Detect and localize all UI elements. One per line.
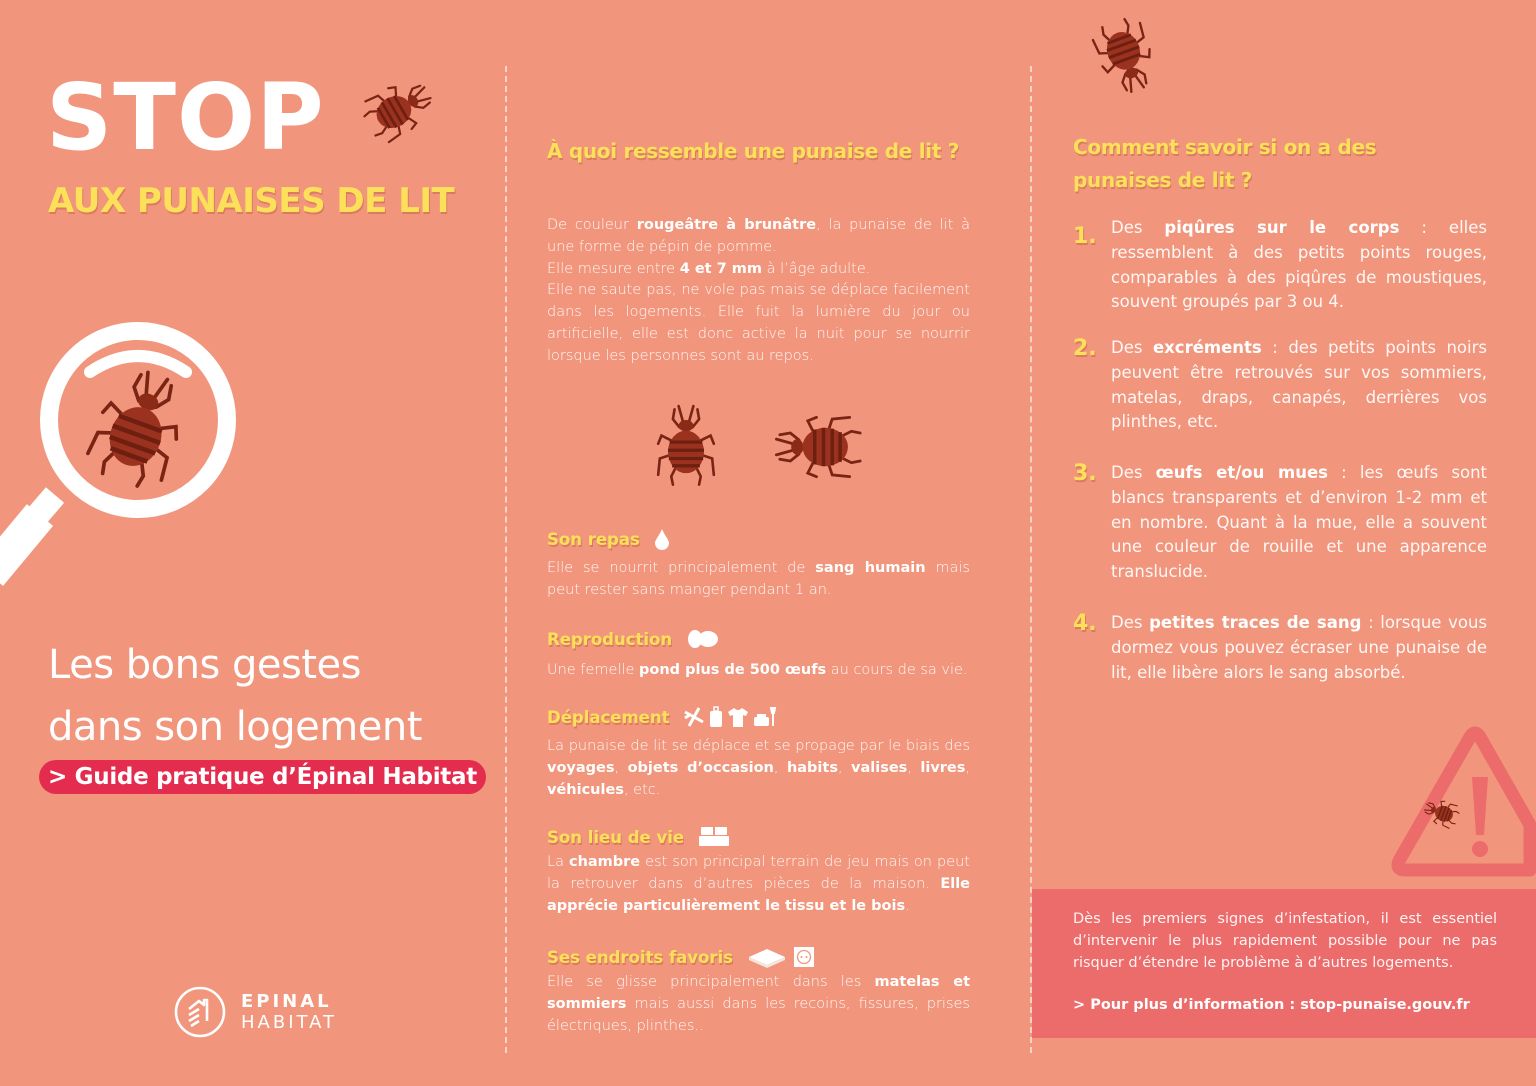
bedbug-icon [650,402,722,492]
bedbug-icon [1080,10,1170,100]
blood-drop-icon [654,528,670,550]
eggs-icon [686,628,720,650]
warning-triangle-icon [1390,725,1536,880]
item-number: 3. [1073,461,1097,486]
magnifying-glass-bedbug-icon [0,320,260,590]
alert-box [1032,889,1536,1038]
logo-line-2: HABITAT [241,1012,338,1033]
section-favorite-spots: Ses endroits favoris Elle se glisse principalement dans les matelas et sommiers mais aussi dans les recoins, fissures, prises électriques, plinthes.. [547,947,971,1034]
section-travel: Déplacement La punaise de lit se déplace et se propage par le biais des voyages, objets d’occasion, habits, valises, livres, véhicules, etc. [547,707,970,798]
detection-heading: Comment savoir si on a des punaises de lit ? [1073,135,1377,192]
description-paragraph: De couleur rougeâtre à brunâtre, la punaise de lit à une forme de pépin de pomme. Elle mesure entre 4 et 7 mm à l’âge adulte. Elle ne saute pas, ne vole pas mais se déplace facilement dans les logements. Elle fuit la lumière du jour ou artificielle, elle est donc active la nuit pour se nourrir lorsque les personnes sont au repos. [547,217,971,364]
house-circle-icon [173,985,227,1039]
sofa-lamp-icon [753,706,777,728]
logo-line-1: EPINAL [241,991,332,1012]
section-title: Déplacement [547,707,670,727]
detection-item: 4. Des petites traces de sang : lorsque vous dormez vous pouvez écraser une punaise de lit, elle libère alors le sang absorbé. [1073,611,1487,685]
tagline-line-1: Les bons gestes [48,642,361,688]
bed-icon [698,826,730,848]
tshirt-icon [727,706,749,728]
description-heading: À quoi ressemble une punaise de lit ? [547,139,960,163]
section-habitat: Son lieu de vie La chambre est son principal terrain de jeu mais on peut la retrouver dans d’autres pièces de la maison. Elle apprécie particulièrement le tissu et le bois. [547,827,970,914]
section-title: Reproduction [547,629,673,649]
cover-tagline [48,634,422,758]
cover-title: STOP [46,64,325,171]
item-number: 4. [1073,611,1097,636]
airplane-icon [683,706,705,728]
section-title: Son lieu de vie [547,827,685,847]
epinal-habitat-logo [173,985,337,1039]
section-title: Ses endroits favoris [547,947,733,967]
detection-item: 2. Des excréments : des petits points noirs peuvent être retrouvés sur vos sommiers, matelas, draps, canapés, derrières vos plinthes, etc. [1073,336,1487,435]
section-title: Son repas [547,529,640,549]
detection-item: 3. Des œufs et/ou mues : les œufs sont blancs transparents et d’environ 1-2 mm et en nombre. Quant à la mue, elle a souvent une couleur de rouille et une apparence translucide. [1073,461,1487,585]
column-divider-left [505,66,507,1053]
bedbug-icon [772,412,868,482]
bedbug-icon [350,70,445,150]
item-number: 1. [1073,224,1097,249]
section-meal: Son repas Elle se nourrit principalement de sang humain mais peut rester sans manger pendant 1 an. [547,529,970,598]
more-info-link[interactable]: > Pour plus d’information : stop-punaise.gouv.fr [1073,997,1470,1013]
alert-text: Dès les premiers signes d’infestation, il est essentiel d’intervenir le plus rapidement possible pour ne pas risquer d’étendre le problème à d’autres logements. [1073,911,1497,971]
tagline-line-2: dans son logement [48,704,422,750]
cover-subtitle: AUX PUNAISES DE LIT [48,181,455,221]
item-number: 2. [1073,336,1097,361]
suitcase-icon [709,706,723,728]
power-outlet-icon [793,946,815,968]
guide-badge: > Guide pratique d’Épinal Habitat [39,760,486,794]
mattress-icon [747,946,787,968]
detection-item: 1. Des piqûres sur le corps : elles ressemblent à des petits points rouges, comparables à des piqûres de moustiques, souvent groupés par 3 ou 4. [1073,216,1487,315]
section-reproduction: Reproduction Une femelle pond plus de 500 œufs au cours de sa vie. [547,629,968,678]
